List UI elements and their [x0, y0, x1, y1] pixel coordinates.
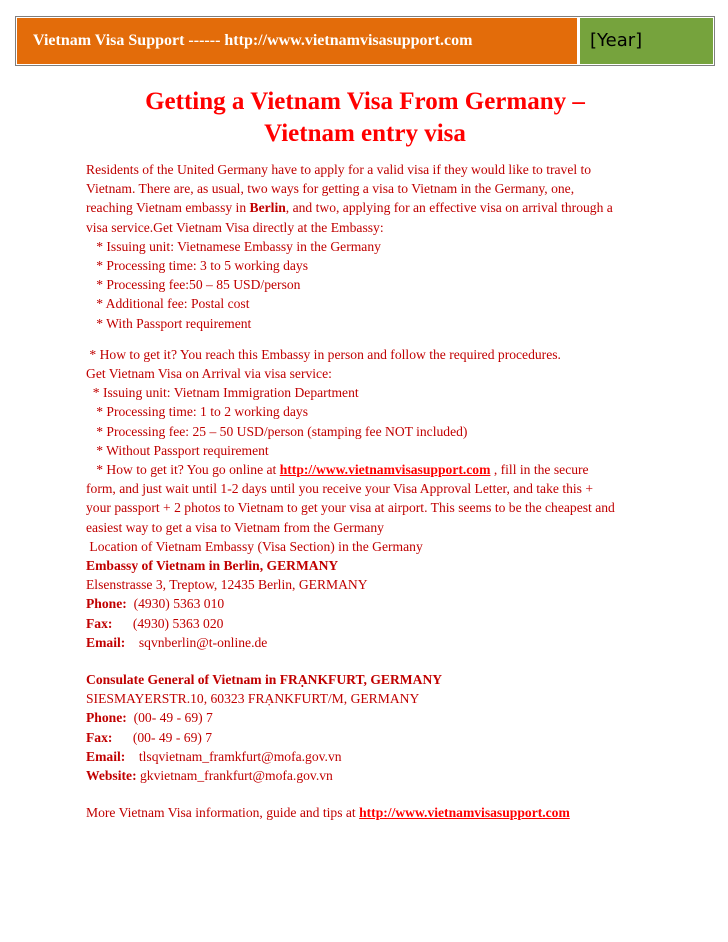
header-title: Vietnam Visa Support ------ http://www.vietnamvisasupport.com — [17, 18, 577, 64]
arrival-intro: Get Vietnam Visa on Arrival via visa service: — [86, 366, 332, 382]
page-title — [120, 86, 610, 150]
list-item: * Issuing unit: Vietnam Immigration Department — [86, 385, 359, 401]
intro-line: Residents of the United Germany have to apply for a valid visa if they would like to travel to — [86, 162, 592, 177]
embassy-email: Email: sqvnberlin@t-online.de — [86, 634, 268, 650]
list-item: * Processing time: 3 to 5 working days — [86, 258, 309, 274]
intro-line: reaching Vietnam embassy in Berlin, and two, applying for an effective visa on arrival through a — [86, 200, 613, 216]
howto-online-line: * How to get it? You go online at http://www.vietnamvisasupport.com , fill in the secure — [86, 462, 589, 478]
intro-line: Vietnam. There are, as usual, two ways for getting a visa to Vietnam in the Germany, one, — [86, 181, 575, 197]
embassy-fax: Fax: (4930) 5363 020 — [86, 615, 224, 631]
list-item: * Processing time: 1 to 2 working days — [86, 404, 309, 420]
list-item: * Additional fee: Postal cost — [86, 296, 250, 312]
list-item: * With Passport requirement — [86, 315, 252, 331]
page-title-line2: Vietnam entry visa — [264, 120, 466, 147]
document-body — [86, 160, 666, 823]
header-year: [Year] — [580, 18, 713, 64]
embassy-address: Elsenstrasse 3, Treptow, 12435 Berlin, GERMANY — [86, 577, 368, 593]
consulate-fax: Fax: (00- 49 - 69) 7 — [86, 729, 213, 745]
list-item: * Processing fee: 25 – 50 USD/person (stamping fee NOT included) — [86, 423, 468, 439]
location-heading: Location of Vietnam Embassy (Visa Section) in the Germany — [86, 538, 423, 554]
consulate-phone: Phone: (00- 49 - 69) 7 — [86, 710, 213, 726]
website-link[interactable]: http://www.vietnamvisasupport.com — [279, 462, 491, 478]
page-title-line1: Getting a Vietnam Visa From Germany – — [145, 88, 585, 115]
consulate-name: Consulate General of Vietnam in FRẠNKFURT, GERMANY — [86, 672, 443, 688]
footer-link[interactable]: http://www.vietnamvisasupport.com — [359, 805, 570, 821]
embassy-name: Embassy of Vietnam in Berlin, GERMANY — [86, 558, 339, 574]
howto-line: * How to get it? You reach this Embassy in person and follow the required procedures. — [86, 346, 561, 362]
footer-line: More Vietnam Visa information, guide and tips at http://www.vietnamvisasupport.com — [86, 805, 570, 821]
arrival-line: easiest way to get a visa to Vietnam from the Germany — [86, 519, 384, 535]
berlin-text: Berlin — [249, 200, 286, 216]
intro-line: visa service.Get Vietnam Visa directly at the Embassy: — [86, 219, 384, 235]
list-item: * Issuing unit: Vietnamese Embassy in the Germany — [86, 238, 381, 254]
list-item: * Processing fee:50 – 85 USD/person — [86, 277, 301, 293]
embassy-phone: Phone: (4930) 5363 010 — [86, 596, 225, 612]
consulate-website: Website: gkvietnam_frankfurt@mofa.gov.vn — [86, 768, 333, 784]
arrival-line: your passport + 2 photos to Vietnam to get your visa at airport. This seems to be the cheapest and — [86, 500, 615, 516]
consulate-email: Email: tlsqvietnam_framkfurt@mofa.gov.vn — [86, 748, 342, 764]
arrival-line: form, and just wait until 1-2 days until you receive your Visa Approval Letter, and take this + — [86, 481, 594, 497]
consulate-address: SIESMAYERSTR.10, 60323 FRẠNKFURT/M, GERMANY — [86, 691, 420, 707]
list-item: * Without Passport requirement — [86, 442, 269, 458]
